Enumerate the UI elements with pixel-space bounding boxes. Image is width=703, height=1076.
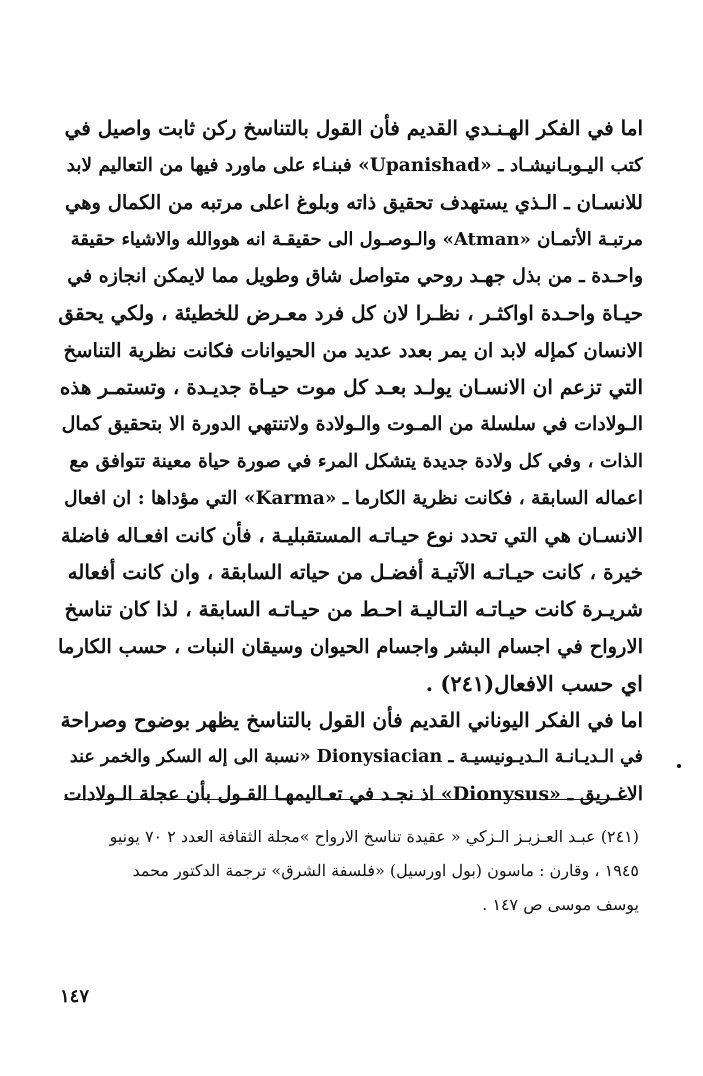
footnote-divider xyxy=(64,799,632,800)
body-line: كتب اليـوبـانيشـاد ـ «Upanishad» فبنـاء على ماورد فيها من التعاليم لابد xyxy=(66,155,643,176)
body-line: التي تزعم ان الانسـان يولـد بعـد كل موت حيـاة جديـدة ، وتستمـر هذه xyxy=(59,375,643,399)
body-line: الانسان كمإله لابد ان يمر بعدد عديد من الحيوانات فكانت نظرية التناسخ xyxy=(63,339,643,362)
margin-mark xyxy=(677,764,681,768)
body-line: شريـرة كانت حيـاتـه التـاليـة احـط من حيـاتـه السابقة ، لذا كان تناسخ xyxy=(64,597,643,621)
body-line: الاغـريق ـ «Dionysus» اذ نجـد في تعـاليمهـا القـول بأن عجلة الـولادات xyxy=(63,783,643,805)
body-line: الارواح في اجسام البشر واجسام الحيوان وسيقان النبات ، حسب الكارما xyxy=(58,635,643,658)
body-line: مرتبـة الأتمـان «Atman» والـوصـول الى حقيقـة انه هووالله والاشياء حقيقة xyxy=(70,229,643,250)
body-line: حيـاة واحـدة اواكثـر ، نظـرا لان كل فرد معـرض للخطيئة ، ولكي يحقق xyxy=(58,301,643,325)
body-line: الـولادات في سلسلة من المـوت والـولادة ولاتنتهي الدورة الا بتحقيق كمال xyxy=(61,413,643,435)
body-line: الذات ، وفي كل ولادة جديدة يتشكل المرء في صورة حياة معينة تتوافق مع xyxy=(69,451,643,472)
body-line: الانسـان هي التي تحدد نوع حيـاتـه المستقبليـة ، فأن كانت افعـاله فاضلة xyxy=(60,524,643,547)
body-line: اما في الفكر اليوناني القديم فأن القول بالتناسخ يظهر بوضوح وصراحة xyxy=(60,708,643,732)
body-text xyxy=(58,110,643,813)
body-line: اي حسب الافعال(٢٤١) . xyxy=(425,671,643,696)
body-line: خيرة ، كانت حيـاتـه الآتيـة أفضـل من حياته السابقة ، وان كانت أفعاله xyxy=(67,560,643,584)
footnote-line: (٢٤١) عبـد العـزيـز الـزكي « عقيدة تناسخ الارواح »مجلة الثقافة العدد ٢ ٧٠ يونيو xyxy=(109,827,639,846)
body-line: للانسـان ـ الـذي يستهدف تحقيق ذاته وبلوغ اعلى مرتبه من الكمال وهي xyxy=(65,191,643,214)
body-line: واحـدة ـ من بذل جهـد روحي متواصل شاق وطويل مما لايمكن انجازه في xyxy=(67,265,643,287)
body-line: في الـديـانـة الـديـونيسيـة ـ Dionysiacian «نسبة الى إله السكر والخمر عند xyxy=(69,747,643,767)
body-line: اما في الفكر الهـنـدي القديم فأن القول بالتناسخ ركن ثابت واصيل في xyxy=(64,116,643,140)
footnotes xyxy=(64,820,639,922)
footnote-line: ١٩٤٥ ، وقارن : ماسون (بول اورسيل) «فلسفة الشرق» ترجمة الدكتور محمد xyxy=(132,861,639,880)
body-line: اعماله السابقة ، فكانت نظرية الكارما ـ «Karma» التي مؤداها : ان افعال xyxy=(64,488,643,509)
footnote-line: يوسف موسى ص ١٤٧ . xyxy=(482,895,639,914)
page-number: ١٤٧ xyxy=(60,986,90,1007)
